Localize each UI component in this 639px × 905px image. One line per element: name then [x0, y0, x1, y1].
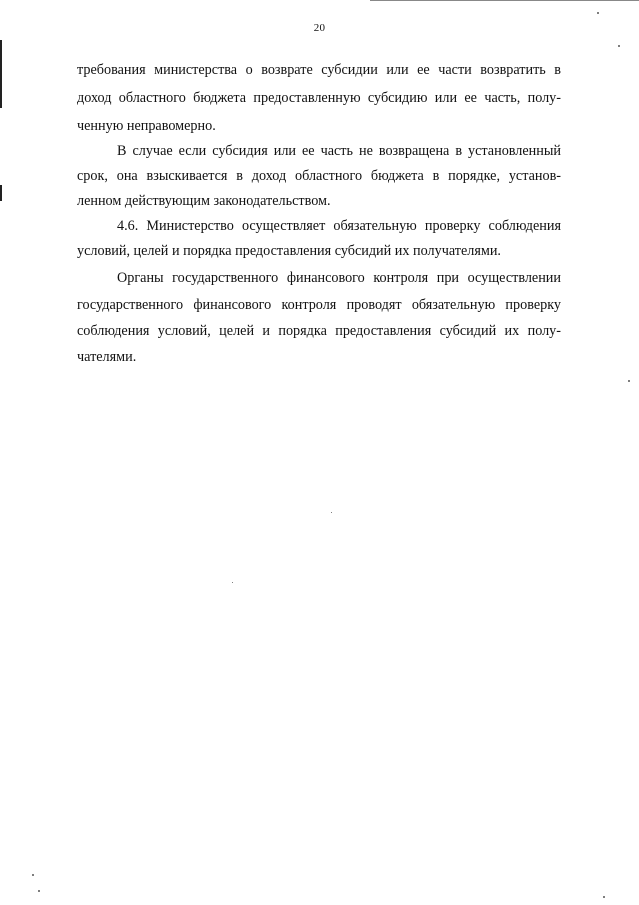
text-line: государственного финансового контроля проводят обязательную проверку	[77, 297, 561, 313]
text-line: соблюдения условий, целей и порядка предоставления субсидий их полу-	[77, 323, 561, 339]
scan-speck	[603, 896, 605, 898]
page-number: 20	[313, 22, 326, 34]
text-line: чателями.	[77, 349, 137, 365]
scan-top-edge	[370, 0, 639, 1]
scan-speck	[597, 12, 599, 14]
text-line: В случае если субсидия или ее часть не возвращена в установленный	[117, 143, 561, 159]
scan-speck	[38, 890, 40, 892]
text-line: ченную неправомерно.	[77, 118, 216, 134]
scan-speck	[331, 512, 332, 513]
text-line: Органы государственного финансового контроля при осуществлении	[117, 270, 561, 286]
text-line: условий, целей и порядка предоставления субсидий их получателями.	[77, 243, 501, 259]
scan-speck	[628, 380, 630, 382]
scan-edge-mark	[0, 40, 2, 108]
text-line: ленном действующим законодательством.	[77, 193, 331, 209]
scan-speck	[618, 45, 620, 47]
text-line: доход областного бюджета предоставленную субсидию или ее часть, полу-	[77, 90, 561, 106]
text-line: срок, она взыскивается в доход областного бюджета в порядке, установ-	[77, 168, 561, 184]
scan-speck	[232, 582, 233, 583]
scan-edge-mark	[0, 185, 2, 201]
text-line: требования министерства о возврате субсидии или ее части возвратить в	[77, 62, 561, 78]
text-line: 4.6. Министерство осуществляет обязательную проверку соблюдения	[117, 218, 561, 234]
scan-speck	[32, 874, 34, 876]
